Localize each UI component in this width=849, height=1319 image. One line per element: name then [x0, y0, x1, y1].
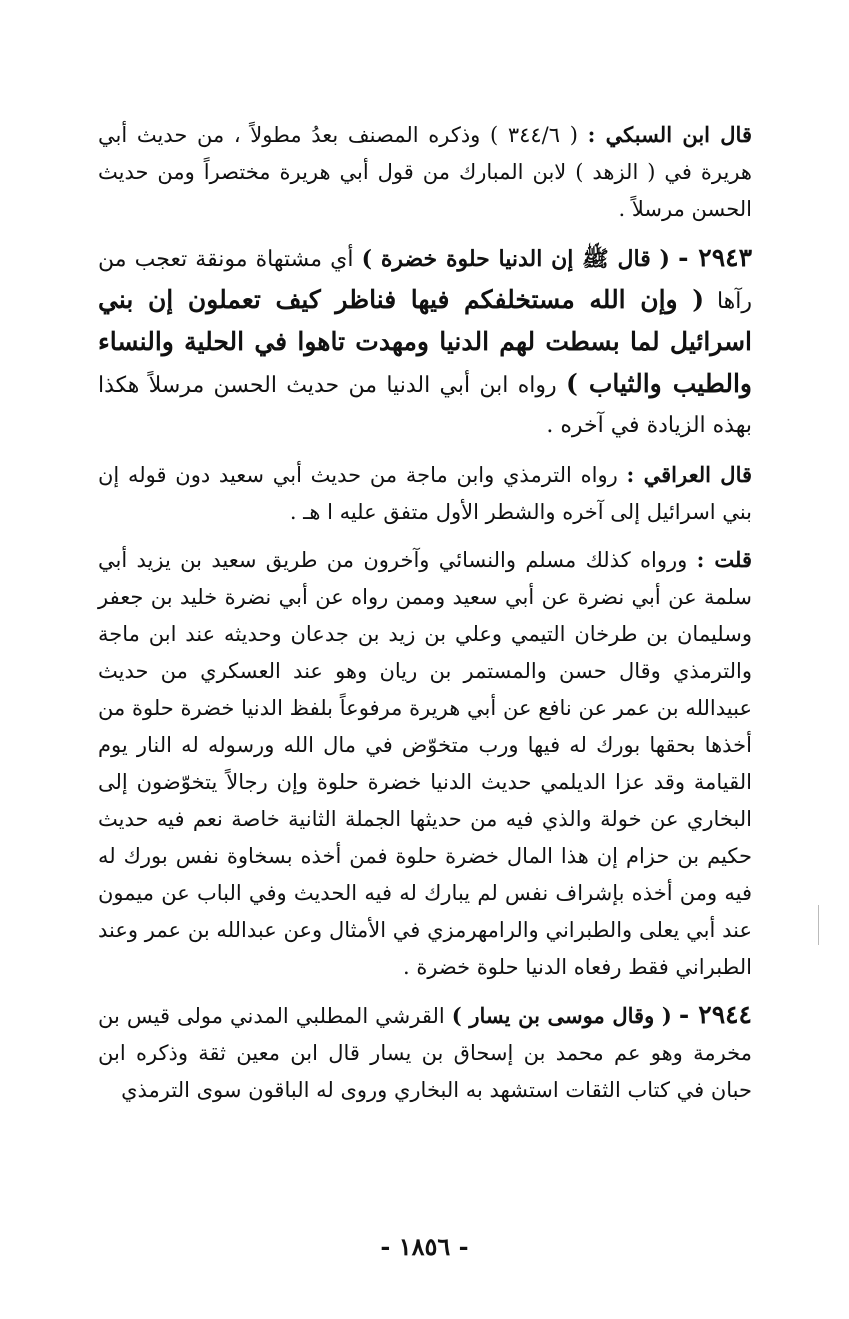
paragraph-text: رواه الترمذي وابن ماجة من حديث أبي سعيد دون قوله إن بني اسرائيل إلى آخره والشطر الأول متفق عليه ا هـ . — [98, 463, 752, 524]
hadith-quote: ( قال ﷺ إن الدنيا حلوة خضرة ) — [361, 246, 670, 272]
hadith-commentary: القرشي المطلبي المدني مولى قيس بن مخرمة وهو عم محمد بن إسحاق بن يسار قال ابن معين ثقة وذكره ابن حبان في كتاب الثقات استشهد به البخاري وروى له الباقون سوى الترمذي — [98, 1004, 752, 1102]
paragraph-lead: قلت : — [696, 547, 752, 572]
hadith-quote-continued: ( وإن الله مستخلفكم فيها فناظر كيف تعملون إن بني اسرائيل لما بسطت لهم الدنيا ومهدت تاهوا في الحلية والنساء والطيب والثياب ) — [98, 285, 752, 398]
hadith-2943 — [98, 238, 752, 446]
paragraph-qultu — [98, 541, 752, 986]
hadith-2944 — [98, 996, 752, 1109]
paragraph-lead: قال العراقي : — [626, 462, 753, 487]
paragraph-iraqi — [98, 456, 752, 531]
paragraph-lead: قال ابن السبكي : — [587, 122, 752, 147]
paragraph-ibn-subki — [98, 116, 752, 228]
paragraph-text: ( ٣٤٤/٦ ) وذكره المصنف بعدُ مطولاً ، من حديث أبي هريرة في ( الزهد ) لابن المبارك من قول أبي هريرة مختصراً ومن حديث الحسن مرسلاً . — [98, 123, 752, 221]
paragraph-text: ورواه كذلك مسلم والنسائي وآخرون من طريق سعيد بن يزيد أبي سلمة عن أبي نضرة عن أبي سعيد وممن رواه عن أبي نضرة خليد بن جعفر وسليمان بن طرخان التيمي وعلي بن زيد بن جدعان وحديثه عند ابن ماجة والترمذي وقال حسن والمستمر بن ريان وهو عند العسكري من حديث عبيدالله بن عمر عن نافع عن أبي هريرة مرفوعاً بلفظ الدنيا خضرة حلوة من أخذها بحقها بورك له فيها ورب متخوّض في مال الله ورسوله له النار يوم القيامة وقد عزا الديلمي حديث الدنيا خضرة حلوة وإن رجالاً يتخوّضون إلى البخاري عن خولة والذي فيه من حديثها الجملة الثانية خاصة نعم فيه حديث حكيم بن حزام إن هذا المال خضرة حلوة فمن أخذه بسخاوة نفس بورك له فيه ومن أخذه بإشراف نفس لم يبارك له فيه الحديث وفي الباب عن ميمون عند أبي يعلى والطبراني والرامهرمزي في الأمثال وعن عبدالله بن عمر وعند الطبراني فقط رفعاه الدنيا حلوة خضرة . — [98, 548, 752, 979]
hadith-commentary: أي مشتهاة مونقة تعجب من رآها — [98, 247, 752, 314]
hadith-commentary-continued: رواه ابن أبي الدنيا من حديث الحسن مرسلاً هكذا بهذه الزيادة في آخره . — [98, 373, 752, 438]
hadith-number: ٢٩٤٤ - — [678, 1000, 752, 1029]
page-number: - ١٨٥٦ - — [380, 1232, 469, 1261]
page-body — [98, 116, 752, 1109]
hadith-quote: ( وقال موسى بن يسار ) — [451, 1003, 672, 1028]
page-edge-mark — [818, 905, 819, 945]
hadith-number: ٢٩٤٣ - — [678, 243, 752, 272]
